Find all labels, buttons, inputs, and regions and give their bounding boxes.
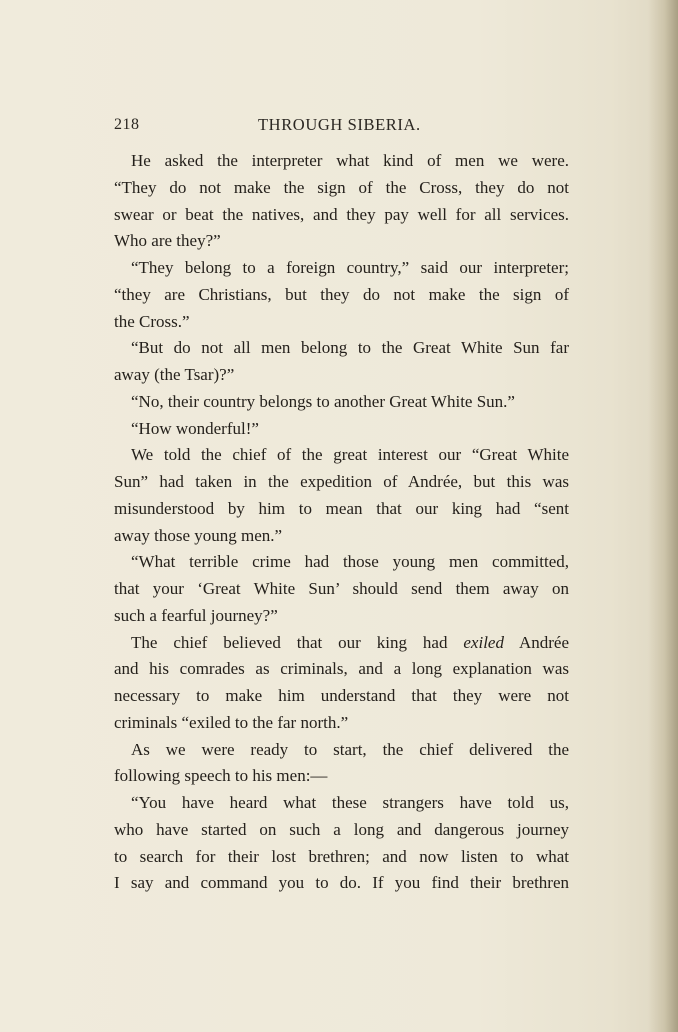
body-text (114, 148, 569, 897)
page-edge-shadow (648, 0, 678, 1032)
text-line: misunderstood by him to mean that our king had “sent (114, 498, 569, 518)
text-line: “They do not make the sign of the Cross, they do not (114, 177, 569, 197)
running-head: THROUGH SIBERIA. (258, 115, 421, 134)
text-line: Who are they?” (114, 231, 221, 251)
text-line: “You have heard what these strangers have told us, (131, 793, 569, 812)
text-line: He asked the interpreter what kind of men we were. (131, 151, 569, 170)
text-line: “No, their country belongs to another Great White Sun.” (131, 391, 515, 411)
text-line: Sun” had taken in the expedition of Andrée, but this was (114, 472, 569, 491)
text-line: away (the Tsar)?” (114, 365, 235, 384)
text-line: As we were ready to start, the chief delivered the (131, 739, 569, 759)
text-line: “They belong to a foreign country,” said our interpreter; (131, 258, 569, 277)
text-line: and his comrades as criminals, and a long explanation was (114, 659, 569, 679)
text-line: “they are Christians, but they do not make the sign of (114, 284, 569, 304)
text-line: swear or beat the natives, and they pay well for all services. (114, 204, 569, 224)
text-line: away those young men.” (114, 525, 283, 545)
text-line: following speech to his men:— (114, 766, 328, 786)
text-line: We told the chief of the great interest our “Great White (131, 445, 569, 465)
text-line: necessary to make him understand that they were not (114, 686, 569, 705)
text-line: I say and command you to do. If you find their brethren (114, 873, 569, 893)
text-line: who have started on such a long and dangerous journey (114, 819, 569, 839)
page-number: 218 (114, 116, 140, 133)
text-line: to search for their lost brethren; and now listen to what (114, 846, 569, 866)
text-line: such a fearful journey?” (114, 605, 278, 625)
text-line: the Cross.” (114, 311, 190, 331)
text-segment: The chief believed that our king had (131, 632, 464, 652)
text-line: “But do not all men belong to the Great White Sun far (131, 338, 569, 358)
text-line: “How wonderful!” (131, 418, 259, 438)
text-line: criminals “exiled to the far north.” (114, 712, 349, 732)
text-line: “What terrible crime had those young men committed, (131, 552, 569, 572)
text-segment: Andrée (503, 632, 569, 652)
italic-word: exiled (463, 632, 504, 652)
text-line (114, 630, 569, 657)
page-header (114, 114, 569, 138)
text-line: that your ‘Great White Sun’ should send them away on (114, 579, 569, 598)
